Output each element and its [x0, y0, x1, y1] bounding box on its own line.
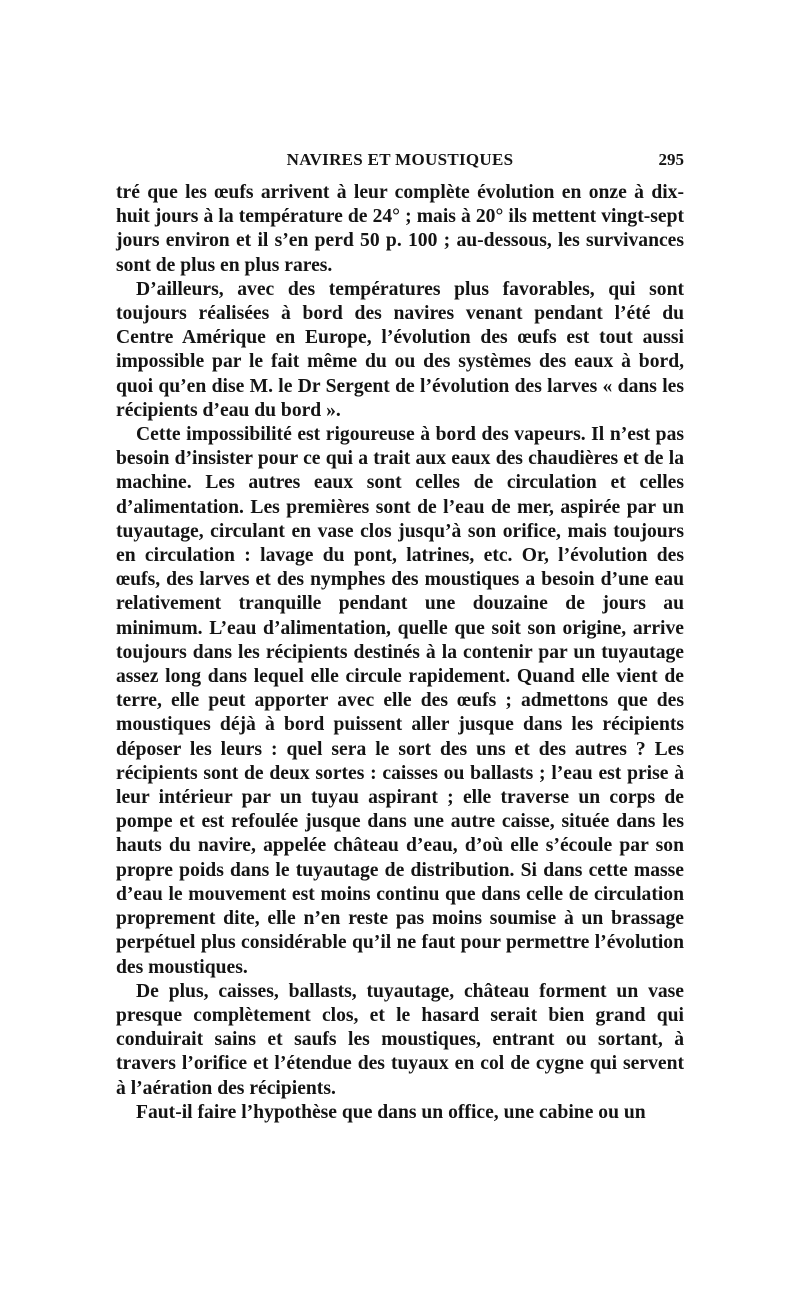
- paragraph: De plus, caisses, ballasts, tuyautage, château forment un vase presque complètement clos, et le hasard serait bien grand qui conduirait sains et saufs les moustiques, entrant ou sortant, à travers l’orifice et l’étendue des tuyaux en col de cygne qui servent à l’aération des récipients.: [116, 980, 684, 1099]
- paragraph: D’ailleurs, avec des températures plus favorables, qui sont toujours réalisées à bord des navires venant pendant l’été du Centre Amérique en Europe, l’évolution des œufs est tout aussi impossible par le fait même du ou des systèmes des eaux à bord, quoi qu’en dise M. le Dr Sergent de l’évolution des larves « dans les récipients d’eau du bord ».: [116, 278, 684, 421]
- body-text: [116, 181, 684, 1125]
- page-number: 295: [658, 150, 684, 169]
- paragraph: tré que les œufs arrivent à leur complète évolution en onze à dix-huit jours à la température de 24° ; mais à 20° ils mettent vingt-sept jours environ et il s’en perd 50 p. 100 ; au-dessous, les survivances sont de plus en plus rares.: [116, 182, 684, 276]
- running-title: NAVIRES ET MOUSTIQUES: [286, 150, 514, 169]
- paragraph: Cette impossibilité est rigoureuse à bord des vapeurs. Il n’est pas besoin d’insister pour ce qui a trait aux eaux des chaudières et de la machine. Les autres eaux sont celles de circulation et celles d’alimentation. Les premières sont de l’eau de mer, aspirée par un tuyautage, circulant en vase clos jusqu’à son orifice, mais toujours en circulation : lavage du pont, latrines, etc. Or, l’évolution des œufs, des larves et des nymphes des moustiques a besoin d’une eau relativement tranquille pendant une douzaine de jours au minimum. L’eau d’alimentation, quelle que soit son origine, arrive toujours dans les récipients destinés à la contenir par un tuyautage assez long dans lequel elle circule rapidement. Quand elle vient de terre, elle peut apporter avec elle des œufs ; admettons que des moustiques déjà à bord puissent aller jusque dans les récipients déposer les leurs : quel sera le sort des uns et des autres ? Les récipients sont de deux sortes : caisses ou ballasts ; l’eau est prise à leur intérieur par un tuyau aspirant ; elle traverse un corps de pompe et est refoulée jusque dans une autre caisse, située dans les hauts du navire, appelée château d’eau, d’où elle s’écoule par son propre poids dans le tuyautage de distribution. Si dans cette masse d’eau le mouvement est moins continu que dans celle de circulation proprement dite, elle n’en reste pas moins soumise à un brassage perpétuel plus considérable qu’il ne faut pour permettre l’évolution des moustiques.: [116, 424, 684, 978]
- running-head: [116, 150, 684, 178]
- paragraph: Faut-il faire l’hypothèse que dans un office, une cabine ou un: [136, 1101, 646, 1123]
